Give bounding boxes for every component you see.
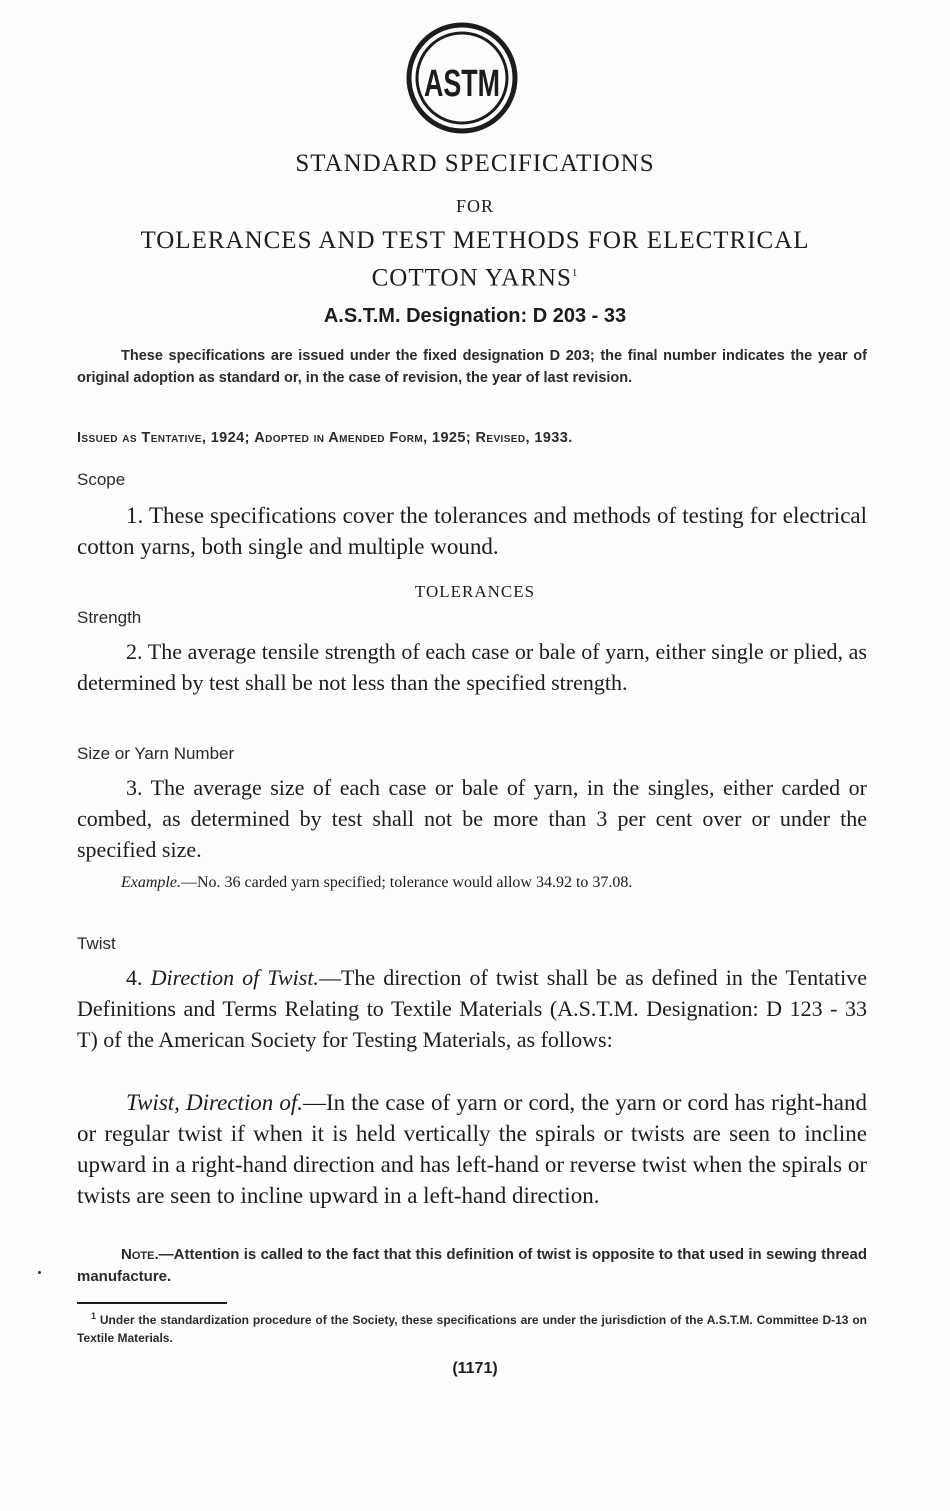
strength-text: 2. The average tensile strength of each case or bale of yarn, either single or plied, as determined by test shall be not less than the specified strength. (77, 639, 867, 695)
note-label: Note. (121, 1246, 159, 1263)
strength-heading: Strength (77, 608, 142, 627)
twist-text: —The direction of twist shall be as defined in the Tentative Definitions and Terms Relating to Textile Materials (A.S.T.M. Designation: D 123 - 33 T) of the American Society for Testing Materials, as follows: (77, 965, 867, 1052)
title-line-1: STANDARD SPECIFICATIONS (295, 150, 655, 177)
title-line-3-wrap (0, 257, 950, 294)
footnote (77, 1307, 867, 1347)
note-text: —Attention is called to the fact that this definition of twist is opposite to that used in sewing thread manufacture. (77, 1246, 867, 1285)
issuance-note: These specifications are issued under the fixed designation D 203; the final number indicates the year of original adoption as standard or, in the case of revision, the year of last revision. (77, 348, 867, 386)
adopted-year: 1925; (432, 430, 472, 446)
title-footnote-mark: 1 (571, 267, 579, 279)
scope-heading: Scope (77, 470, 126, 489)
size-text: 3. The average size of each case or bale of yarn, in the singles, either carded or combed, as determined by test shall not be more than 3 per cent over or under the specified size. (77, 775, 867, 862)
tolerances-heading: TOLERANCES (414, 582, 536, 601)
astm-logo-text: ASTM (424, 63, 500, 105)
twist-heading: Twist (77, 934, 116, 953)
twist-num: 4. (126, 965, 143, 990)
example-text: —No. 36 carded yarn specified; tolerance would allow 34.92 to 37.08. (180, 874, 633, 891)
title-line-2: TOLERANCES AND TEST METHODS FOR ELECTRICAL (140, 227, 810, 254)
title-line-3: COTTON YARNS (371, 264, 572, 292)
title-for: FOR (455, 196, 494, 216)
revised-label: Revised, (475, 430, 530, 446)
example-label: Example. (121, 874, 181, 891)
definition-paragraph (77, 1087, 867, 1211)
note (77, 1244, 867, 1288)
page-number: (1171) (452, 1360, 498, 1377)
scope-text: 1. These specifications cover the tolerances and methods of testing for electrical cotton yarns, both single and multiple wound. (77, 503, 867, 559)
twist-label: Direction of Twist. (150, 965, 319, 990)
footnote-mark: 1 (91, 1311, 97, 1321)
footnote-text: Under the standardization procedure of the Society, these specifications are under the jurisdiction of the A.S.T.M. Committee D-13 on Textile Materials. (77, 1313, 867, 1345)
revised-year: 1933. (534, 430, 573, 446)
definition-label: Twist, Direction of. (126, 1090, 303, 1115)
footnote-rule (77, 1302, 227, 1304)
designation: A.S.T.M. Designation: D 203 - 33 (323, 305, 627, 327)
issued-label: Issued as Tentative, (77, 430, 207, 446)
history-line (77, 430, 867, 446)
adopted-label: Adopted in Amended Form, (254, 430, 428, 446)
twist-paragraph (77, 962, 867, 1055)
issued-year: 1924; (210, 430, 250, 446)
size-heading: Size or Yarn Number (77, 744, 235, 763)
title-main (0, 225, 950, 294)
page-speck (38, 1271, 41, 1274)
example (77, 872, 867, 894)
astm-logo (406, 22, 518, 134)
definition-text: —In the case of yarn or cord, the yarn or cord has right-hand or regular twist if when it is held vertically the spirals or twists are seen to incline upward in a right-hand direction and has left-hand or reverse twist when the spirals or twists are seen to incline upward in a left-hand direction. (77, 1090, 867, 1208)
